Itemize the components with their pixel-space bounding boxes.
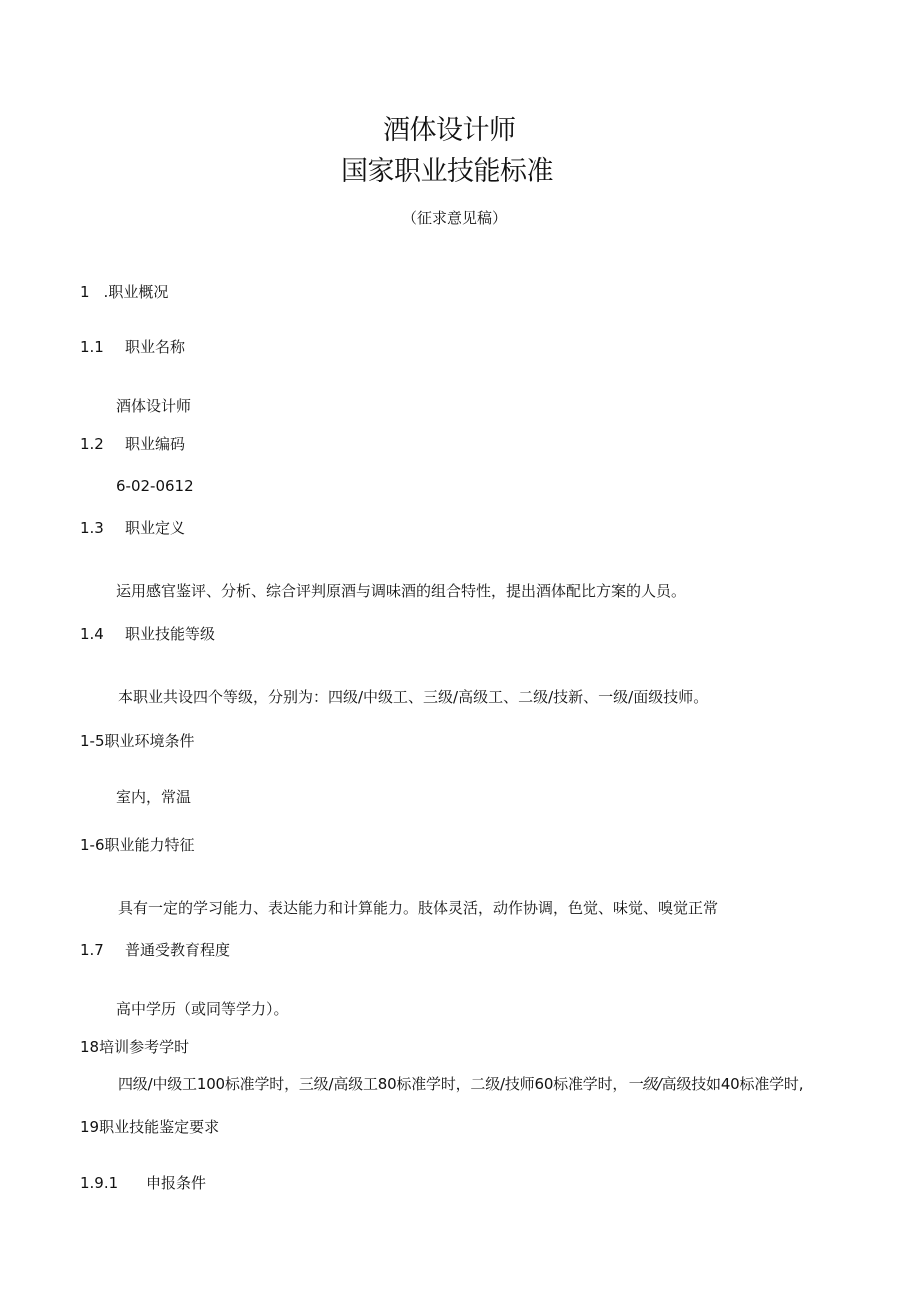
- section-heading-1-9-1: [80, 1176, 206, 1191]
- section-content-1-5: 室内，常温: [116, 788, 192, 806]
- section-heading-1-8: 18培训参考学时: [80, 1038, 190, 1056]
- section-content-1-2: 6-02-0612: [116, 477, 194, 495]
- document-title-line2: 国家职业技能标准: [341, 156, 553, 187]
- section-number: 1.7: [80, 941, 104, 959]
- section-heading-1-4: [80, 627, 215, 642]
- section-number: 1: [80, 283, 90, 301]
- section-label: .职业概况: [103, 283, 169, 301]
- section-content-1-4: 本职业共设四个等级，分别为：四级/中级工、三级/高级工、二级/技新、一级/面级技师。: [118, 688, 709, 706]
- section-number: 1.9.1: [80, 1174, 119, 1192]
- section-label: 职业编码: [125, 435, 186, 453]
- training-hours-text-italic: 一级/: [627, 1075, 662, 1093]
- section-content-1-6: 具有一定的学习能力、表达能力和计算能力。肢体灵活，动作协调，色觉、味觉、嗅觉正常: [118, 899, 719, 917]
- section-heading-1-5: 1-5职业环境条件: [80, 732, 195, 750]
- section-heading-1-3: [80, 521, 185, 536]
- section-content-1-7: 高中学历（或同等学力）。: [116, 1000, 289, 1018]
- section-label: 职业技能等级: [125, 625, 216, 643]
- section-number: 1.3: [80, 519, 104, 537]
- section-heading-1: [80, 285, 168, 300]
- section-heading-1-9: 19职业技能鉴定要求: [80, 1118, 220, 1136]
- section-number: 1.1: [80, 338, 104, 356]
- section-label: 申报条件: [146, 1174, 207, 1192]
- section-label: 普通受教育程度: [125, 941, 231, 959]
- section-heading-1-7: [80, 943, 230, 958]
- training-hours-text: 四级/中级工100标准学时，三级/高级工80标准学时，二级/技师60标准学时，: [118, 1075, 628, 1093]
- document-subtitle: （征求意见稿）: [402, 209, 508, 227]
- section-heading-1-2: [80, 437, 185, 452]
- section-content-1-8: [118, 1077, 803, 1092]
- section-number: 1.2: [80, 435, 104, 453]
- section-label: 职业名称: [125, 338, 186, 356]
- document-title-line1: 酒体设计师: [383, 115, 516, 146]
- training-hours-text-end: 高级技如40标准学时,: [661, 1075, 804, 1093]
- section-label: 职业定义: [125, 519, 186, 537]
- section-heading-1-6: 1-6职业能力特征: [80, 836, 195, 854]
- section-heading-1-1: [80, 340, 185, 355]
- section-content-1-1: 酒体设计师: [116, 397, 192, 415]
- section-number: 1.4: [80, 625, 104, 643]
- section-content-1-3: 运用感官鉴评、分析、综合评判原酒与调味酒的组合特性，提出酒体配比方案的人员。: [116, 582, 687, 600]
